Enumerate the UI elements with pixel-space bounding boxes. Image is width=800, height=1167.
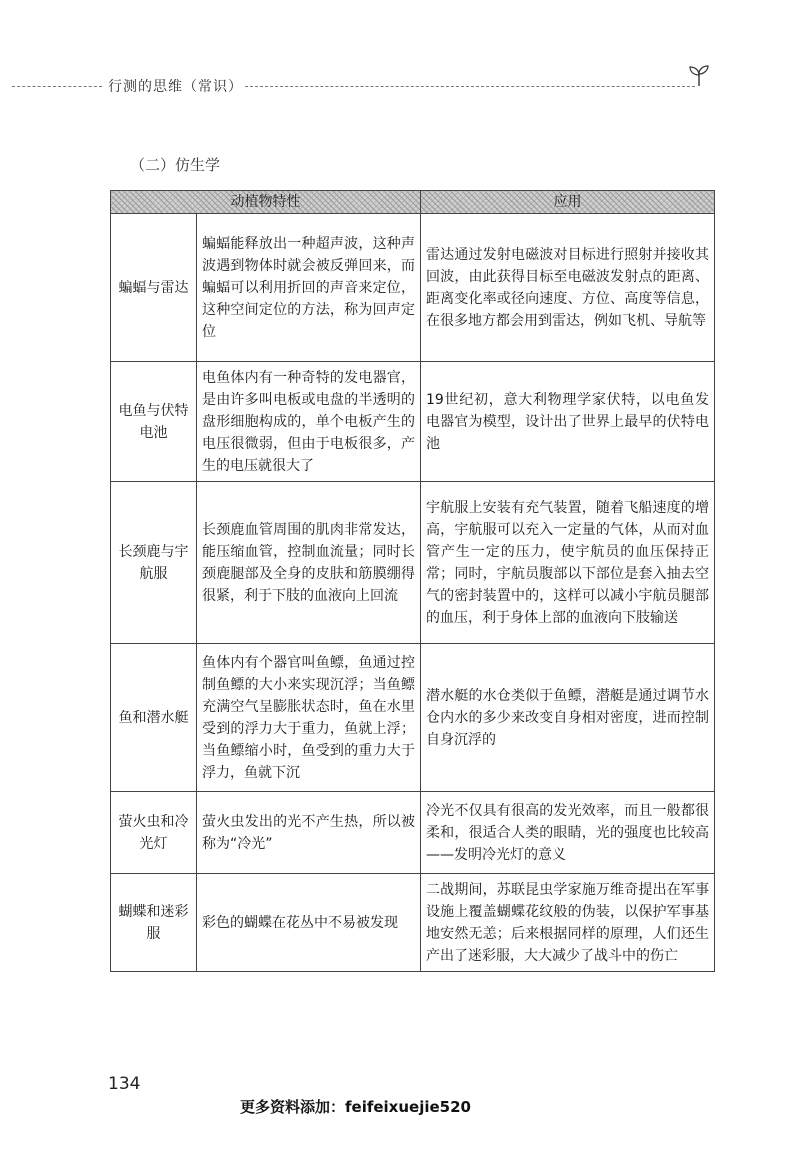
row-trait: 彩色的蝴蝶在花丛中不易被发现	[197, 874, 421, 972]
table-header-row	[111, 191, 715, 214]
page-number: 134	[108, 1074, 141, 1094]
row-name: 鱼和潜水艇	[111, 644, 197, 792]
row-trait: 鱼体内有个器官叫鱼鳔，鱼通过控制鱼鳔的大小来实现沉浮；当鱼鳔充满空气呈膨胀状态时，鱼在水里受到的浮力大于重力，鱼就上浮；当鱼鳔缩小时，鱼受到的重力大于浮力，鱼就下沉	[197, 644, 421, 792]
footer-note: 更多资料添加：feifeixuejie520	[240, 1098, 471, 1116]
row-application: 冷光不仅具有很高的发光效率，而且一般都很柔和，很适合人类的眼睛，光的强度也比较高——发明冷光灯的意义	[421, 792, 715, 874]
row-name: 蝴蝶和迷彩服	[111, 874, 197, 972]
header-application: 应用	[421, 191, 715, 214]
table-row	[111, 874, 715, 972]
row-name: 电鱼与伏特电池	[111, 362, 197, 482]
row-trait: 电鱼体内有一种奇特的发电器官，是由许多叫电板或电盘的半透明的盘形细胞构成的，单个电板产生的电压很微弱，但由于电板很多，产生的电压就很大了	[197, 362, 421, 482]
row-trait: 萤火虫发出的光不产生热，所以被称为“冷光”	[197, 792, 421, 874]
bionics-table	[110, 190, 715, 972]
row-name: 蝙蝠与雷达	[111, 214, 197, 362]
row-application: 雷达通过发射电磁波对目标进行照射并接收其回波，由此获得目标至电磁波发射点的距离、距离变化率或径向速度、方位、高度等信息，在很多地方都会用到雷达，例如飞机、导航等	[421, 214, 715, 362]
sprout-icon	[686, 62, 712, 88]
header-rule-right	[245, 86, 695, 87]
table-row	[111, 644, 715, 792]
row-application: 二战期间，苏联昆虫学家施万维奇提出在军事设施上覆盖蝴蝶花纹般的伪装，以保护军事基地安然无恙；后来根据同样的原理，人们还生产出了迷彩服，大大减少了战斗中的伤亡	[421, 874, 715, 972]
table-row	[111, 792, 715, 874]
header-trait: 动植物特性	[111, 191, 421, 214]
row-name: 长颈鹿与宇航服	[111, 482, 197, 644]
running-header-title: 行测的思维（常识）	[108, 79, 243, 95]
row-trait: 蝙蝠能释放出一种超声波，这种声波遇到物体时就会被反弹回来，而蝙蝠可以利用折回的声音来定位，这种空间定位的方法，称为回声定位	[197, 214, 421, 362]
header-rule-left	[12, 86, 102, 87]
row-application: 宇航服上安装有充气装置，随着飞船速度的增高，宇航服可以充入一定量的气体，从而对血管产生一定的压力，使宇航员的血压保持正常；同时，宇航员腹部以下部位是套入抽去空气的密封装置中的，这样可以减小宇航员腿部的血压，利于身体上部的血液向下肢输送	[421, 482, 715, 644]
row-name: 萤火虫和冷光灯	[111, 792, 197, 874]
row-application: 潜水艇的水仓类似于鱼鳔，潜艇是通过调节水仓内水的多少来改变自身相对密度，进而控制自身沉浮的	[421, 644, 715, 792]
table-row	[111, 214, 715, 362]
table-row	[111, 482, 715, 644]
row-trait: 长颈鹿血管周围的肌肉非常发达，能压缩血管，控制血流量；同时长颈鹿腿部及全身的皮肤和筋膜绷得很紧，利于下肢的血液向上回流	[197, 482, 421, 644]
row-application: 19世纪初，意大利物理学家伏特，以电鱼发电器官为模型，设计出了世界上最早的伏特电池	[421, 362, 715, 482]
table-row	[111, 362, 715, 482]
section-title: （二）仿生学	[130, 156, 221, 174]
